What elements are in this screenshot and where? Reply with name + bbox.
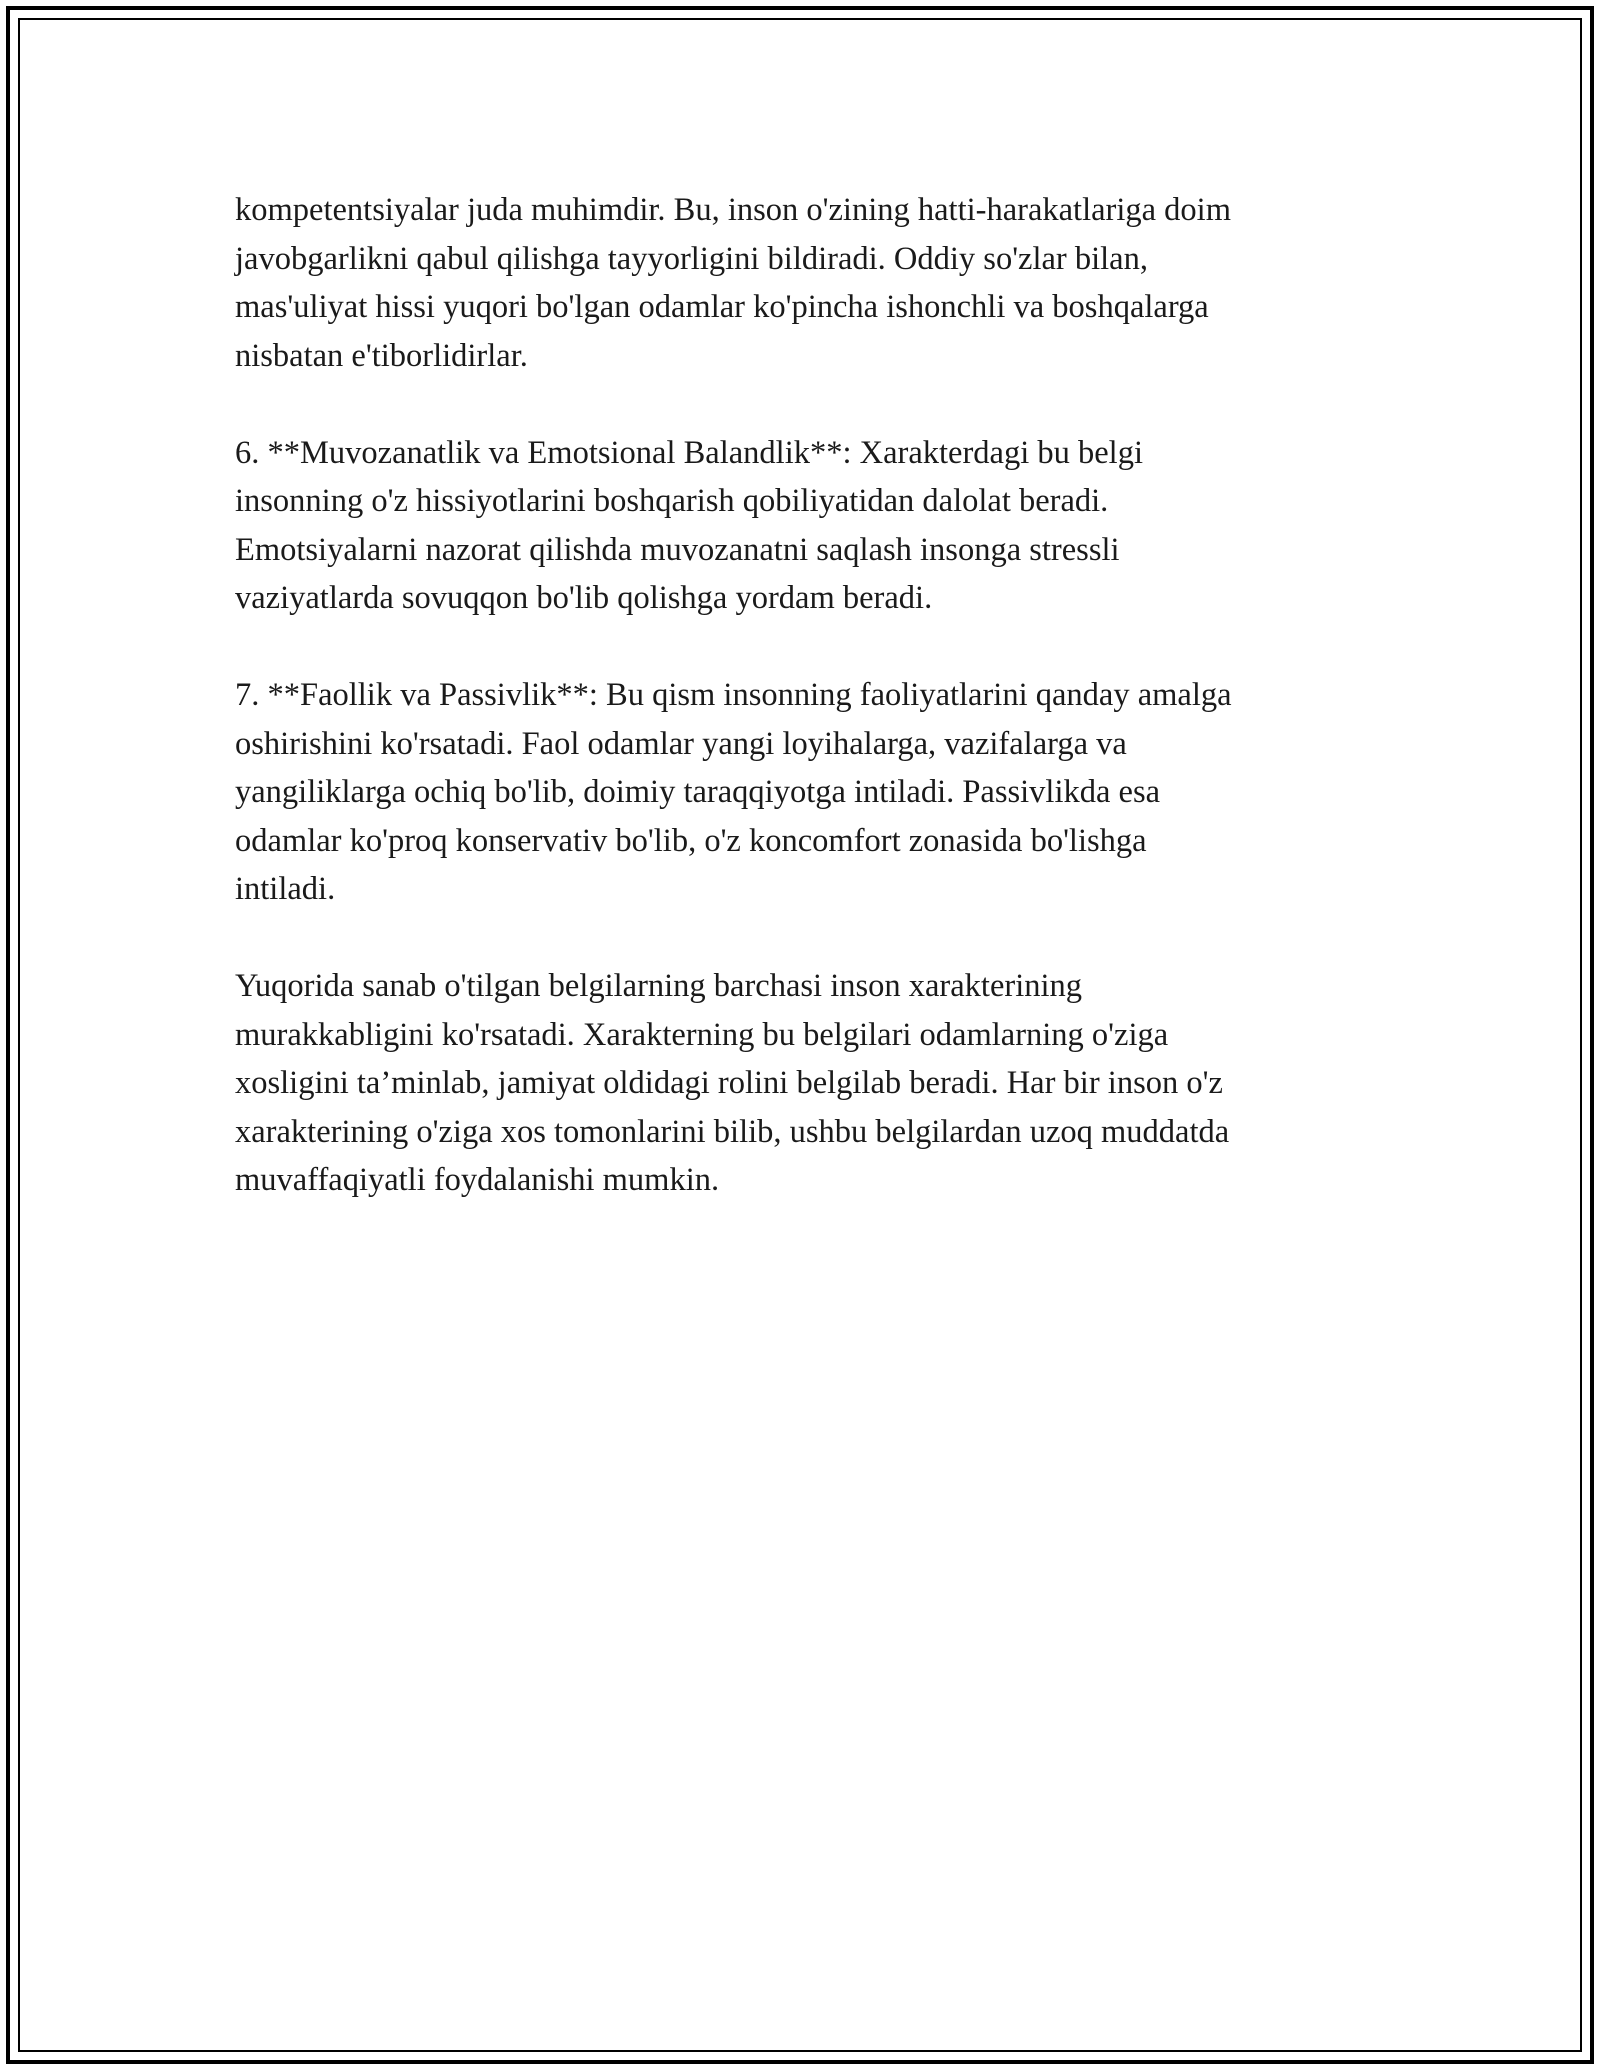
text-line: Yuqorida sanab o'tilgan belgilarning barchasi inson xarakterining: [235, 968, 1083, 1004]
paragraph-conclusion: [235, 962, 1385, 1205]
text-line: xarakterining o'ziga xos tomonlarini bilib, ushbu belgilardan uzoq muddatda: [235, 1113, 1230, 1150]
text-line: mas'uliyat hissi yuqori bo'lgan odamlar ko'pincha ishonchli va boshqalarga: [235, 289, 1209, 325]
text-line: yangiliklarga ochiq bo'lib, doimiy taraqqiyotga intiladi. Passivlikda esa: [235, 774, 1161, 810]
text-line: oshirishini ko'rsatadi. Faol odamlar yangi loyihalarga, vazifalarga va: [235, 725, 1127, 762]
text-line: nisbatan e'tiborlidirlar.: [235, 337, 528, 374]
text-line: xosligini ta’minlab, jamiyat oldidagi rolini belgilab beradi. Har bir inson o'z: [235, 1065, 1223, 1101]
text-line: murakkabligini ko'rsatadi. Xarakterning bu belgilari odamlarning o'ziga: [235, 1016, 1169, 1053]
document-body: [235, 186, 1385, 1253]
text-line: 7. **Faollik va Passivlik**: Bu qism insonning faoliyatlarini qanday amalga: [235, 677, 1232, 713]
paragraph-item-7: [235, 671, 1385, 914]
text-line: odamlar ko'proq konservativ bo'lib, o'z koncomfort zonasida bo'lishga: [235, 822, 1147, 859]
text-line: javobgarlikni qabul qilishga tayyorligini bildiradi. Oddiy so'zlar bilan,: [235, 240, 1148, 277]
text-line: vaziyatlarda sovuqqon bo'lib qolishga yordam beradi.: [235, 580, 933, 616]
text-line: Emotsiyalarni nazorat qilishda muvozanatni saqlash insonga stressli: [235, 531, 1120, 568]
text-line: 6. **Muvozanatlik va Emotsional Balandlik**: Xarakterdagi bu belgi: [235, 434, 1143, 471]
text-line: kompetentsiyalar juda muhimdir. Bu, inson o'zining hatti-harakatlariga doim: [235, 192, 1231, 228]
paragraph-responsibility: [235, 186, 1385, 380]
text-line: muvaffaqiyatli foydalanishi mumkin.: [235, 1162, 720, 1198]
paragraph-item-6: [235, 429, 1385, 623]
text-line: intiladi.: [235, 871, 336, 907]
text-line: insonning o'z hissiyotlarini boshqarish qobiliyatidan dalolat beradi.: [235, 483, 1109, 519]
